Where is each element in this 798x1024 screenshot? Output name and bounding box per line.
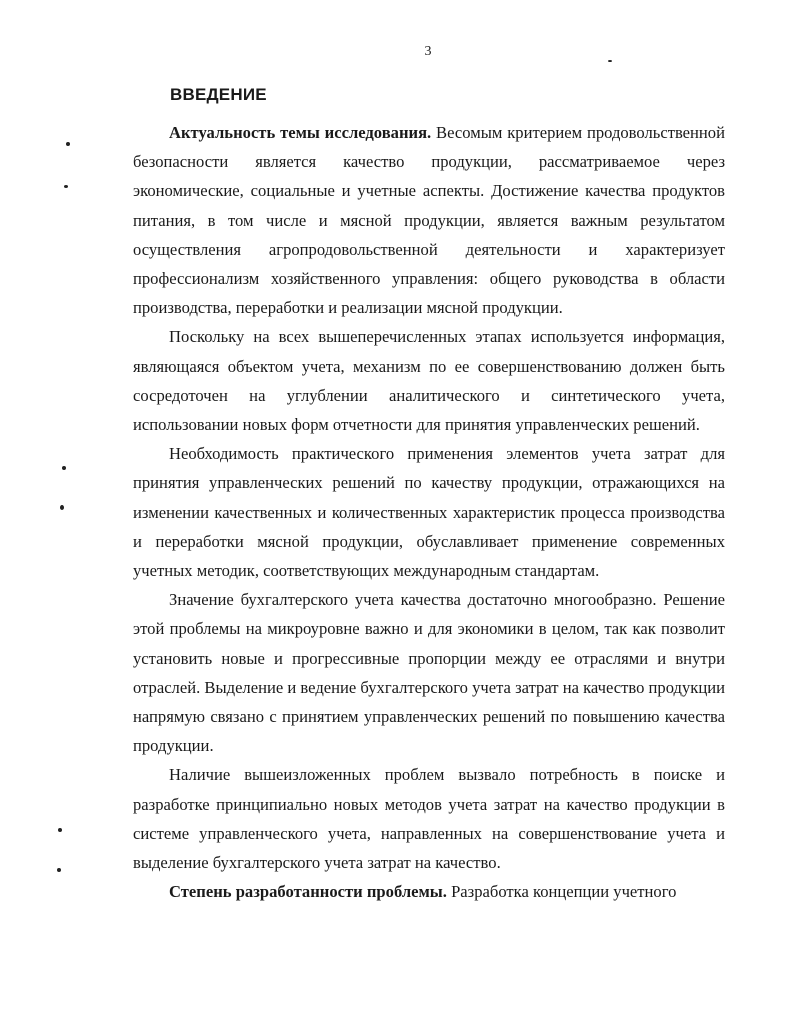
paragraph-text: Необходимость практического применения элементов учета затрат для принятия управленческих решений по качеству продукции, отражающихся на изменении качественных и количественных характеристик процесса производства и переработки мясной продукции, обуславливает применение современных учетных методик, соответствующих международным стандартам. <box>133 444 725 581</box>
section-heading: ВВЕДЕНИЕ <box>170 85 267 104</box>
document-body <box>133 118 725 906</box>
paragraph-text: Весомым критерием продовольственной безопасности является качество продукции, рассматриваемое через экономические, социальные и учетные аспекты. Достижение качества продуктов питания, в том числе и мясной продукции, является важным результатом осуществления агропродовольственной деятельности и характеризует профессионализм хозяйственного управления: общего руководства в области производства, переработки и реализации мясной продукции. <box>133 123 725 318</box>
paragraph-significance <box>133 585 725 760</box>
paragraph-relevance <box>133 118 725 322</box>
page-number: 3 <box>424 44 432 59</box>
scan-speck <box>58 828 62 832</box>
scan-speck <box>57 868 61 872</box>
scan-speck <box>62 466 66 470</box>
paragraph-text: Значение бухгалтерского учета качества достаточно многообразно. Решение этой проблемы на микроуровне важно и для экономики в целом, так как позволит установить новые и прогрессивные пропорции между ее отраслями и внутри отраслей. Выделение и ведение бухгалтерского учета затрат на качество продукции напрямую связано с принятием управленческих решений по повышению качества продукции. <box>133 590 725 756</box>
scan-speck <box>608 60 612 62</box>
paragraph-problems <box>133 760 725 877</box>
paragraph-lead: Степень разработанности проблемы. <box>169 882 447 902</box>
paragraph-information <box>133 322 725 439</box>
scan-speck <box>66 142 70 146</box>
paragraph-degree <box>133 877 725 906</box>
paragraph-lead: Актуальность темы исследования. <box>169 123 432 142</box>
paragraph-text: Разработка концепции учетного <box>446 882 677 902</box>
scan-speck <box>60 505 64 510</box>
paragraph-necessity <box>133 439 725 585</box>
paragraph-text: Поскольку на всех вышеперечисленных этапах используется информация, являющаяся объектом учета, механизм по ее совершенствованию должен быть сосредоточен на углублении аналитического и синтетического учета, использовании новых форм отчетности для принятия управленческих решений. <box>133 327 725 435</box>
paragraph-text: Наличие вышеизложенных проблем вызвало потребность в поиске и разработке принципиально новых методов учета затрат на качество продукции в системе управленческого учета, направленных на совершенствование учета и выделение бухгалтерского учета затрат на качество. <box>133 765 725 873</box>
scan-speck <box>64 185 68 188</box>
